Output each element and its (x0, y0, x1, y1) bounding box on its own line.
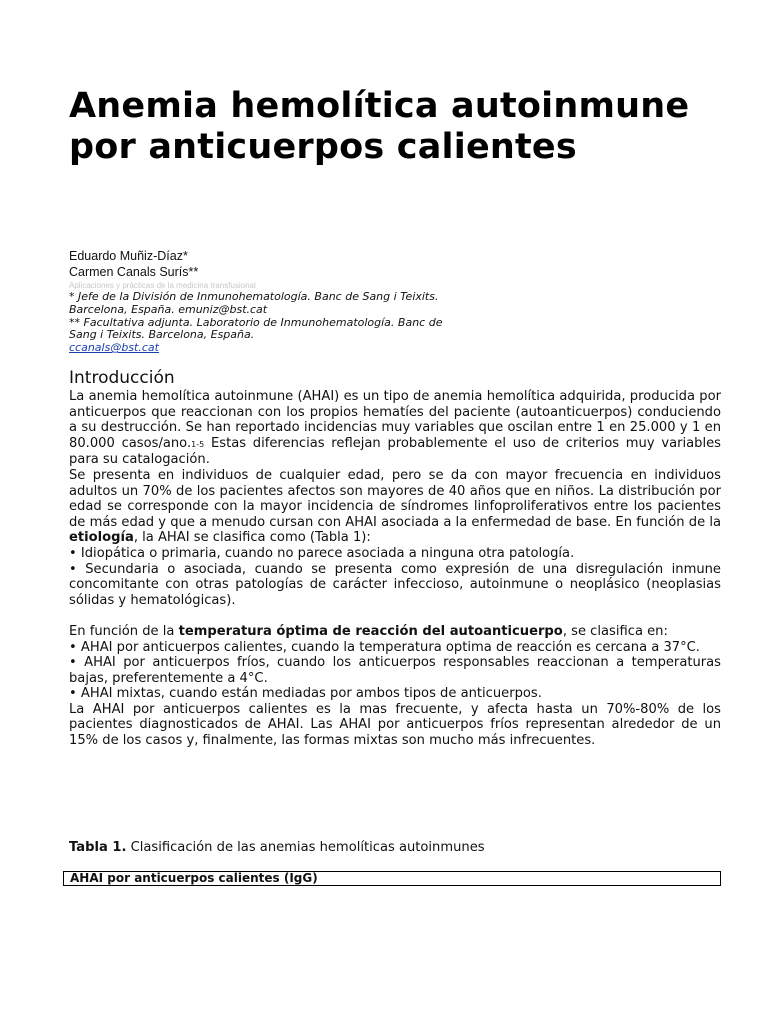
table-header-cell: AHAI por anticuerpos calientes (IgG) (70, 871, 318, 885)
paragraph (69, 468, 721, 546)
bullet-item: • AHAI por anticuerpos fríos, cuando los anticuerpos responsables reaccionan a temperaturas bajas, preferentemente a 4°C. (69, 655, 721, 686)
bullet-item: • AHAI mixtas, cuando están mediadas por ambos tipos de anticuerpos. (69, 686, 542, 702)
affiliations (69, 291, 469, 355)
bullet-item: • Idiopática o primaria, cuando no parece asociada a ninguna otra patología. (69, 545, 575, 561)
author-name: Carmen Canals Surís** (69, 265, 199, 279)
citation-ref: 1-5 (191, 439, 205, 449)
paragraph (69, 624, 721, 640)
table-caption (69, 840, 721, 856)
author-name: Eduardo Muñiz-Díaz* (69, 249, 188, 263)
author-list (69, 248, 729, 280)
text: Se presenta en individuos de cualquier edad, pero se da con mayor frecuencia en individuos adultos un 70% de los pacientes afectos son mayores de 40 años que en niños. La distribución por edad se corresponde con la mayor incidencia de síndromes linfoproliferativos entre los pacientes de más edad y que a menudo cursan con AHAI asociada a la enfermedad de base. En función de la (69, 467, 721, 530)
section-heading: Introducción (69, 368, 175, 388)
table-caption-text: Clasificación de las anemias hemolíticas autoinmunes (126, 840, 485, 855)
affiliation-2: ** Facultativa adjunta. Laboratorio de Inmunohematología. Banc de Sang i Teixits. Barcelona, España. (69, 315, 443, 342)
article-title: Anemia hemolítica autoinmune por anticuerpos calientes (69, 86, 690, 167)
email-link[interactable]: ccanals@bst.cat (69, 341, 159, 355)
bullet-item: • Secundaria o asociada, cuando se presenta como expresión de una disregulación inmune concomitante con otras patologías de carácter infeccioso, autoinmune o neoplásico (neoplasias sólidas y hematológicas). (69, 561, 721, 608)
bold-term: temperatura óptima de reacción del autoanticuerpo (178, 623, 563, 639)
bold-term: etiología (69, 530, 134, 546)
text: Estas diferencias reflejan probablemente el uso de criterios muy variables para su catalogación. (69, 435, 721, 468)
text: , se clasifica en: (562, 623, 668, 639)
paragraph: La AHAI por anticuerpos calientes es la mas frecuente, y afecta hasta un 70%-80% de los pacientes diagnosticados de AHAI. Las AHAI por anticuerpos fríos representan alrededor de un 15% de los casos y, finalmente, las formas mixtas son mucho más infrecuentes. (69, 701, 721, 749)
paragraph (69, 389, 721, 468)
faint-header-text: Aplicaciones y prácticas de la medicina transfusional (69, 281, 256, 290)
affiliation-1: * Jefe de la División de Inmunohematología. Banc de Sang i Teixits. Barcelona, España. emuniz@bst.cat (69, 290, 439, 316)
article-body (69, 389, 721, 749)
text: En función de la (69, 623, 179, 639)
table-header-row (63, 871, 721, 886)
table-label: Tabla 1. (69, 840, 127, 855)
bullet-item: • AHAI por anticuerpos calientes, cuando la temperatura optima de reacción es cercana a 37°C. (69, 639, 700, 655)
text: La anemia hemolítica autoinmune (AHAI) es un tipo de anemia hemolítica adquirida, producida por anticuerpos que reaccionan con los propios hematíes del paciente (autoanticuerpos) conduciendo a su destrucción. Se han reportado incidencias muy variables que oscilan entre 1 en 25.000 y 1 en 80.000 casos/ano. (69, 389, 721, 451)
text: , la AHAI se clasifica como (Tabla 1): (133, 530, 371, 546)
